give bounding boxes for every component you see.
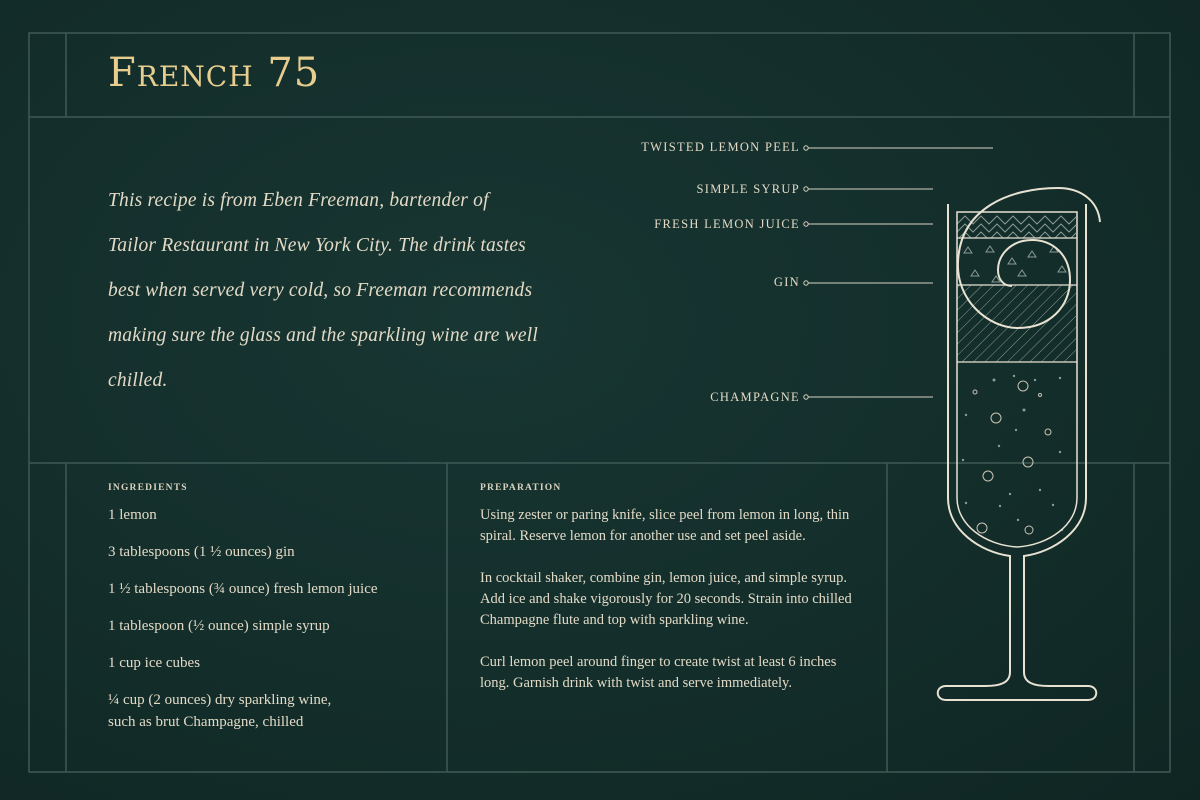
ingredient-item: such as brut Champagne, chilled (108, 714, 304, 730)
leader-dot-juice (804, 222, 808, 226)
preparation-step: Curl lemon peel around finger to create twist at least 6 inches long. Garnish drink with twist and serve immediately. (480, 654, 837, 691)
ingredient-item: 1 ½ tablespoons (¾ ounce) fresh lemon juice (108, 581, 378, 597)
label-fresh-lemon-juice: FRESH LEMON JUICE (654, 217, 800, 231)
preparation-steps (480, 505, 860, 715)
ingredients-heading: INGREDIENTS (108, 483, 188, 493)
leader-dot-syrup (804, 187, 808, 191)
leader-dot-peel (804, 146, 808, 150)
gin-layer (957, 285, 1076, 362)
ingredient-item: 1 lemon (108, 507, 157, 523)
label-simple-syrup: SIMPLE SYRUP (696, 182, 800, 196)
ingredient-item: ¼ cup (2 ounces) dry sparkling wine, (108, 692, 332, 708)
preparation-step: In cocktail shaker, combine gin, lemon juice, and simple syrup. Add ice and shake vigorously for 20 seconds. Strain into chilled Champagne flute and top with sparkling wine. (480, 570, 852, 628)
recipe-title: French 75 (108, 50, 321, 96)
leader-dot-champagne (804, 395, 808, 399)
leader-dot-gin (804, 281, 808, 285)
syrup-layer (957, 216, 1077, 240)
preparation-heading: PREPARATION (480, 483, 562, 493)
flute-outline (938, 204, 1097, 700)
label-champagne: CHAMPAGNE (710, 390, 800, 404)
ingredient-item: 3 tablespoons (1 ½ ounces) gin (108, 544, 295, 560)
lemon-juice-layer (964, 246, 1066, 282)
ingredient-item: 1 tablespoon (½ ounce) simple syrup (108, 618, 330, 634)
champagne-dots (962, 375, 1063, 531)
ingredient-item: 1 cup ice cubes (108, 655, 201, 671)
preparation-step: Using zester or paring knife, slice peel from lemon in long, thin spiral. Reserve lemon for another use and set peel aside. (480, 507, 850, 544)
ingredients-list (108, 504, 438, 733)
label-gin: GIN (773, 275, 800, 289)
champagne-bubbles (973, 381, 1051, 534)
recipe-intro: This recipe is from Eben Freeman, bartender of Tailor Restaurant in New York City. The drink tastes best when served very cold, so Freeman recommends making sure the glass and the sparkling wine are well chilled. (108, 190, 538, 391)
label-twisted-lemon-peel: TWISTED LEMON PEEL (641, 140, 800, 154)
